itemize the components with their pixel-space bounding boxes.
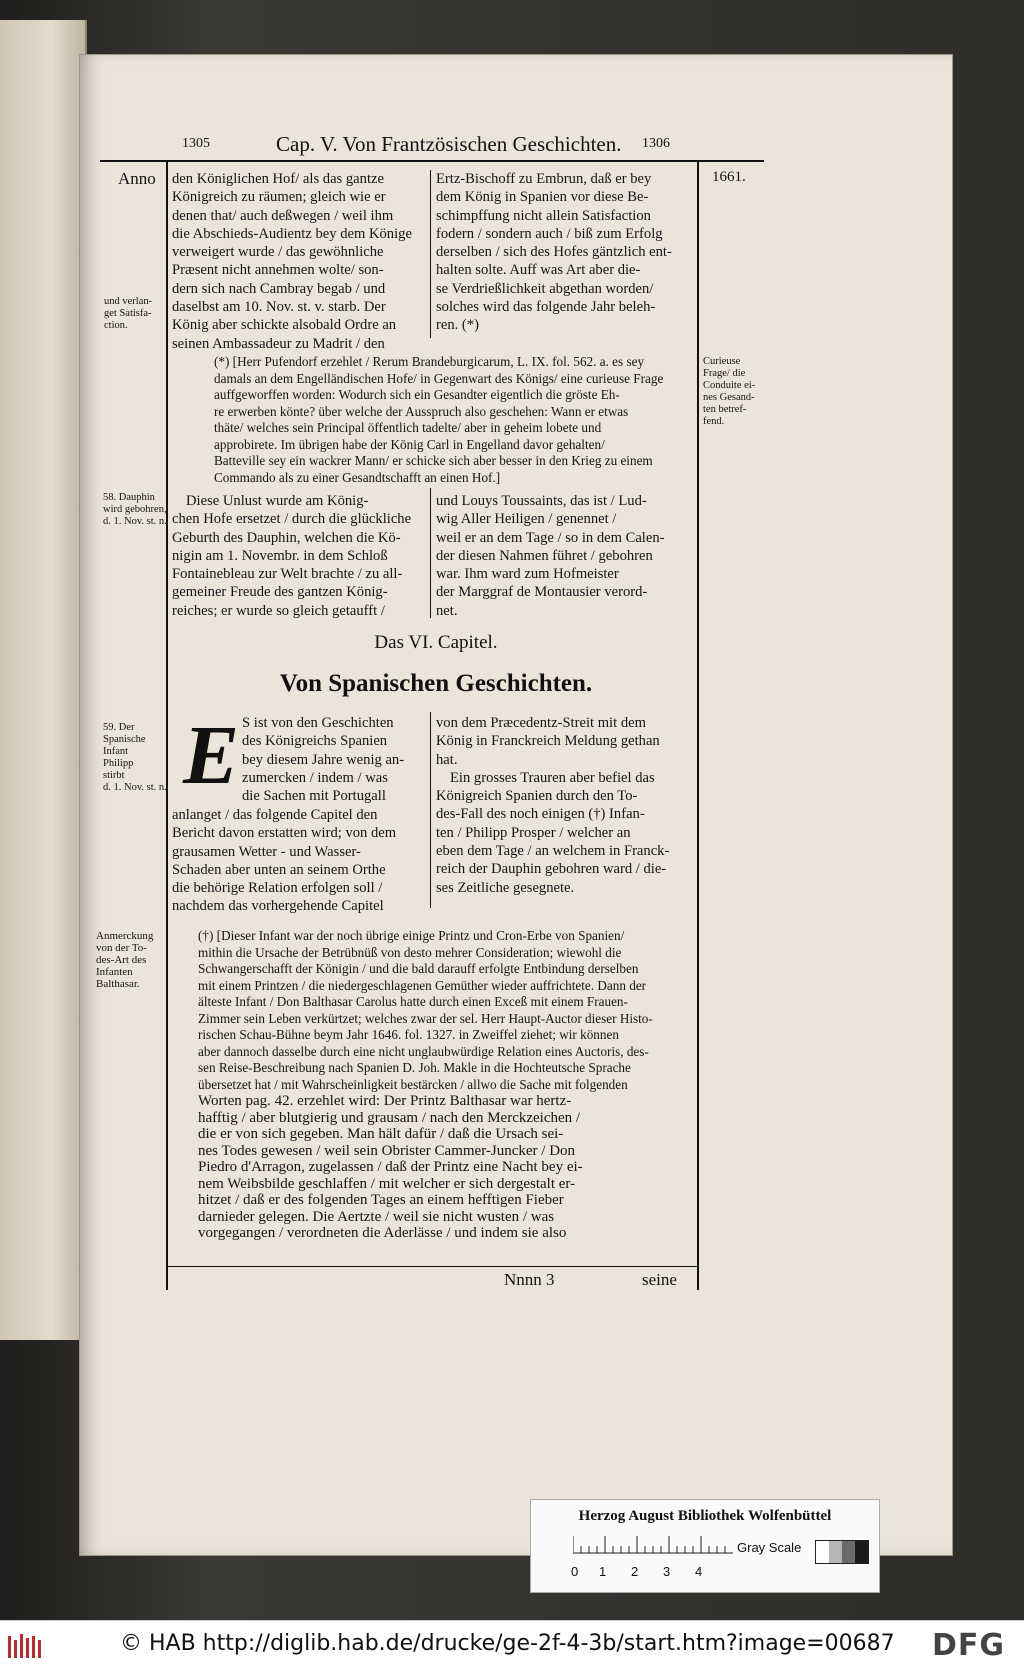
text-line: Zimmer sein Leben verkürtzet; welches zwar der sel. Herr Haupt-Auctor dieser Histo- bbox=[198, 1010, 653, 1026]
margin-note-anmerckung bbox=[96, 930, 153, 990]
text-line: (*) [Herr Pufendorf erzehlet / Rerum Brandeburgicarum, L. IX. fol. 562. a. es sey bbox=[214, 354, 645, 369]
text-line: nes Todes gewesen / weil sein Obrister Cammer-Juncker / Don bbox=[198, 1142, 576, 1159]
ruler-number: 3 bbox=[663, 1564, 671, 1579]
text-line: ses Zeitliche gesegnete. bbox=[436, 879, 575, 896]
margin-line: Philipp bbox=[103, 758, 134, 769]
ruler-graphic bbox=[573, 1532, 733, 1554]
text-line: S ist von den Geschichten bbox=[242, 715, 394, 731]
margin-line: des-Art des bbox=[96, 954, 147, 966]
hab-logo-icon bbox=[8, 1634, 44, 1660]
column-divider-3 bbox=[430, 712, 431, 908]
margin-note-curieuse bbox=[703, 356, 755, 428]
text-line: ren. (*) bbox=[436, 317, 479, 334]
text-line: schimpffung nicht allein Satisfaction bbox=[436, 207, 651, 224]
text-line: Præsent nicht annehmen wolte/ son- bbox=[172, 262, 384, 279]
text-line: Ein grosses Trauren aber befiel das bbox=[450, 769, 655, 786]
right-column-rule bbox=[697, 160, 699, 1290]
ruler-number: 4 bbox=[695, 1564, 703, 1579]
text-line: (†) [Dieser Infant war der noch übrige einige Printz und Cron-Erbe von Spanien/ bbox=[198, 928, 625, 943]
text-line: rischen Schau-Bühne beym Jahr 1646. fol. 1327. in Zweiffel ziehet; wir können bbox=[198, 1027, 619, 1042]
text-line: die behörige Relation erfolgen soll / bbox=[172, 880, 383, 897]
text-line: Worten pag. 42. erzehlet wird: Der Printz Balthasar war hertz- bbox=[198, 1093, 572, 1109]
text-line: halten solte. Auff was Art aber die- bbox=[436, 262, 641, 279]
text-line: die Abschieds-Audientz bey dem Könige bbox=[172, 225, 412, 242]
text-line: reiches; er wurde so gleich getaufft / bbox=[172, 602, 385, 619]
running-title: Cap. V. Von Frantzösischen Geschichten. bbox=[276, 132, 622, 156]
text-line: Fontainebleau zur Welt brachte / zu all- bbox=[172, 566, 403, 583]
margin-note-infant bbox=[103, 722, 167, 794]
text-line: Königreich zu räumen; gleich wie er bbox=[172, 189, 386, 206]
ruler-number: 0 bbox=[571, 1564, 579, 1579]
text-line: Schwangerschafft der Königin / und die bald darauff erfolgte Entbindung derselben bbox=[198, 961, 639, 976]
margin-note-dauphin bbox=[103, 492, 167, 528]
text-line: den Königlichen Hof/ als das gantze bbox=[172, 171, 384, 187]
text-line: re erwerben könte? über welche der Ausspruch also geschehen: Wann er etwas bbox=[214, 403, 629, 419]
text-line: verweigert wurde / das gewöhnliche bbox=[172, 244, 384, 261]
column-divider-1 bbox=[430, 170, 431, 338]
text-line: König aber schickte alsobald Ordre an bbox=[172, 317, 397, 334]
text-line: eben dem Tage / an welchem in Franck- bbox=[436, 843, 670, 860]
text-line: grausamen Wetter - und Wasser- bbox=[172, 843, 361, 860]
text-line: Königreich Spanien durch den To- bbox=[436, 788, 638, 805]
text-line: net. bbox=[436, 602, 458, 619]
margin-line: Curieuse bbox=[703, 356, 741, 367]
margin-note-satisfaction bbox=[104, 296, 152, 332]
text-line: mit einem Printzen / die niedergeschlagenen Gemüther wieder auffrichtete. Dann der bbox=[198, 977, 647, 993]
text-line: und Louys Toussaints, das ist / Lud- bbox=[436, 493, 647, 509]
margin-line: Infanten bbox=[96, 966, 133, 978]
column-right-block-2 bbox=[436, 492, 665, 620]
text-line: gemeiner Freude des gantzen König- bbox=[172, 584, 388, 601]
dfg-logo: DFG bbox=[932, 1628, 1006, 1663]
text-line: Ertz-Bischoff zu Embrun, daß er bey bbox=[436, 171, 652, 187]
text-line: von dem Præcedentz-Streit mit dem bbox=[436, 715, 646, 731]
header-rule bbox=[100, 160, 764, 162]
margin-line: 58. Dauphin bbox=[103, 492, 155, 503]
footer-rule bbox=[166, 1266, 698, 1267]
margin-line: d. 1. Nov. st. n. bbox=[103, 516, 167, 527]
text-line: weil er an dem Tage / so in dem Calen- bbox=[436, 529, 665, 546]
margin-line: ction. bbox=[104, 320, 128, 331]
drop-capital: E bbox=[183, 709, 240, 802]
column-left-block-2 bbox=[172, 492, 412, 620]
text-line: nem Weibsbilde geschlaffen / mit welcher er sich dergestalt er- bbox=[198, 1175, 576, 1192]
text-line: wig Aller Heiligen / genennet / bbox=[436, 511, 617, 528]
text-line: hat. bbox=[436, 751, 458, 768]
text-line: übersetzet hat / mit Wahrscheinligkeit bestärcken / allwo die Sache mit folgenden bbox=[198, 1076, 628, 1092]
chapter-title: Von Spanischen Geschichten. bbox=[279, 670, 593, 697]
text-line: anlanget / das folgende Capitel den bbox=[172, 807, 378, 823]
margin-line: fend. bbox=[703, 416, 725, 427]
header-page-right: 1306 bbox=[642, 136, 670, 151]
gray-scale-label: Gray Scale bbox=[737, 1540, 802, 1555]
text-line: der diesen Nahmen führet / gebohren bbox=[436, 547, 653, 564]
text-line: die Sachen mit Portugall bbox=[242, 788, 386, 805]
text-line: thäte/ welches sein Principal öffentlich tadelte/ aber in geheim lobete und bbox=[214, 420, 602, 435]
margin-line: get Satisfa- bbox=[104, 308, 152, 319]
text-line: vorgegangen / verordneten die Aderlässe / und indem sie also bbox=[198, 1225, 567, 1241]
margin-line: von der To- bbox=[96, 942, 147, 954]
text-line: Geburth des Dauphin, welchen die Kö- bbox=[172, 529, 401, 546]
text-line: zumercken / indem / was bbox=[242, 769, 388, 786]
text-line: Diese Unlust wurde am König- bbox=[186, 493, 369, 509]
text-line: auffgeworffen worden: Wodurch sich ein Gesandter eigentlich die gröste Eh- bbox=[214, 387, 620, 402]
text-line: solches wird das folgende Jahr beleh- bbox=[436, 299, 656, 316]
margin-line: nes Gesand- bbox=[703, 392, 755, 403]
margin-line: Balthasar. bbox=[96, 978, 140, 990]
margin-line: 59. Der bbox=[103, 722, 135, 733]
column-right-block-3 bbox=[436, 714, 669, 897]
margin-line: Spanische bbox=[103, 734, 146, 745]
column-left-block-1 bbox=[172, 170, 412, 353]
text-line: chen Hofe ersetzet / durch die glückliche bbox=[172, 511, 412, 528]
text-line: des-Fall des noch einigen (†) Infan- bbox=[436, 806, 645, 823]
margin-year: 1661. bbox=[712, 169, 746, 185]
ruler-number: 1 bbox=[599, 1564, 607, 1579]
header-page-left: 1305 bbox=[182, 136, 210, 151]
margin-line: stirbt bbox=[103, 770, 125, 781]
text-line: aber dannoch dasselbe durch eine nicht unglaubwürdige Relation eines Auctoris, des- bbox=[198, 1043, 649, 1059]
text-line: sen Reise-Beschreibung nach Spanien D. Joh. Makle in die Hochteutsche Sprache bbox=[198, 1060, 631, 1075]
chapter-number: Das VI. Capitel. bbox=[374, 632, 498, 653]
margin-line: ten betref- bbox=[703, 404, 747, 415]
margin-line: Anmerckung bbox=[96, 930, 154, 942]
margin-line: Infant bbox=[103, 746, 129, 757]
catchword: seine bbox=[642, 1270, 677, 1289]
text-line: approbirete. Im übrigen habe der König Carl in Engelland davor gehalten/ bbox=[214, 436, 605, 452]
column-right-block-1 bbox=[436, 170, 672, 335]
text-line: Piedro d'Arragon, zugelassen / daß der Printz eine Nacht bey ei- bbox=[198, 1159, 583, 1175]
text-line: reich der Dauphin gebohren ward / die- bbox=[436, 861, 667, 878]
column-divider-2 bbox=[430, 488, 431, 618]
text-line: darnieder gelegen. Die Aertzte / weil sie nicht wusten / was bbox=[198, 1208, 555, 1225]
margin-line: Conduite ei- bbox=[703, 380, 756, 391]
text-line: Schaden aber unten an seinem Orthe bbox=[172, 861, 386, 878]
margin-line: wird gebohren, bbox=[103, 504, 167, 515]
margin-line: d. 1. Nov. st. n. bbox=[103, 782, 167, 793]
margin-line: und verlan- bbox=[104, 296, 153, 307]
text-line: bey diesem Jahre wenig an- bbox=[242, 751, 405, 768]
text-line: Bericht davon erstatten wird; von dem bbox=[172, 825, 397, 842]
text-line: hitzet / daß er des folgenden Tages an einem hefftigen Fieber bbox=[198, 1192, 564, 1208]
text-line: war. Ihm ward zum Hofmeister bbox=[436, 566, 619, 583]
text-line: die er von sich gegeben. Man hält dafür / daß die Ursach sei- bbox=[198, 1126, 564, 1142]
text-line: hafftig / aber blutgierig und grausam / nach den Merckzeichen / bbox=[198, 1109, 581, 1126]
text-line: König in Franckreich Meldung gethan bbox=[436, 733, 660, 750]
column-left-block-3-indented bbox=[242, 714, 404, 805]
margin-anno: Anno bbox=[118, 169, 156, 188]
column-left-block-3 bbox=[172, 806, 396, 916]
text-line: damals an dem Engelländischen Hofe/ in Gegenwart des Königs/ eine curieuse Frage bbox=[214, 370, 664, 386]
text-line: nigin am 1. Novembr. in dem Schloß bbox=[172, 547, 388, 564]
text-line: ten / Philipp Prosper / welcher an bbox=[436, 824, 631, 841]
text-line: des Königreichs Spanien bbox=[242, 733, 388, 750]
gray-scale-swatches bbox=[815, 1540, 869, 1564]
copyright-link[interactable]: © HAB http://diglib.hab.de/drucke/ge-2f-4-3b/start.htm?image=00687 bbox=[120, 1631, 895, 1656]
text-line: dem König in Spanien vor diese Be- bbox=[436, 189, 649, 206]
ruler-number: 2 bbox=[631, 1564, 639, 1579]
text-line: seinen Ambassadeur zu Madrit / den bbox=[172, 335, 385, 352]
library-name: Herzog August Bibliothek Wolfenbüttel bbox=[578, 1508, 832, 1524]
footer-bar bbox=[0, 1620, 1024, 1670]
text-line: derselben / sich des Hofes gäntzlich ent- bbox=[436, 244, 672, 261]
text-line: denen that/ auch deßwegen / weil ihm bbox=[172, 207, 394, 224]
text-line: daselbst am 10. Nov. st. v. starb. Der bbox=[172, 299, 386, 316]
text-line: der Marggraf de Montausier verord- bbox=[436, 584, 648, 601]
text-line: Batteville sey ein wackrer Mann/ er schicke sich aber besser in den Krieg zu einem bbox=[214, 453, 653, 468]
text-line: mithin die Ursache der Betrübnüß von desto mehrer Consideration; wiewohl die bbox=[198, 944, 622, 960]
margin-line: Frage/ die bbox=[703, 368, 746, 379]
text-line: Commando als zu einer Gesandtschafft an einen Hof.] bbox=[214, 469, 501, 485]
text-line: fodern / sondern auch / biß zum Erfolg bbox=[436, 225, 663, 242]
text-line: nachdem das vorhergehende Capitel bbox=[172, 898, 384, 915]
text-line: se Verdrießlichkeit abgethan worden/ bbox=[436, 280, 654, 297]
footnote-infant bbox=[198, 928, 653, 1242]
text-line: dern sich nach Cambray begab / und bbox=[172, 280, 386, 297]
color-scale-card bbox=[530, 1499, 880, 1593]
footnote-pufendorf bbox=[214, 354, 663, 486]
signature-mark: Nnnn 3 bbox=[504, 1270, 555, 1289]
text-line: älteste Infant / Don Balthasar Carolus hatte durch einen Exceß mit einem Frauen- bbox=[198, 994, 628, 1009]
